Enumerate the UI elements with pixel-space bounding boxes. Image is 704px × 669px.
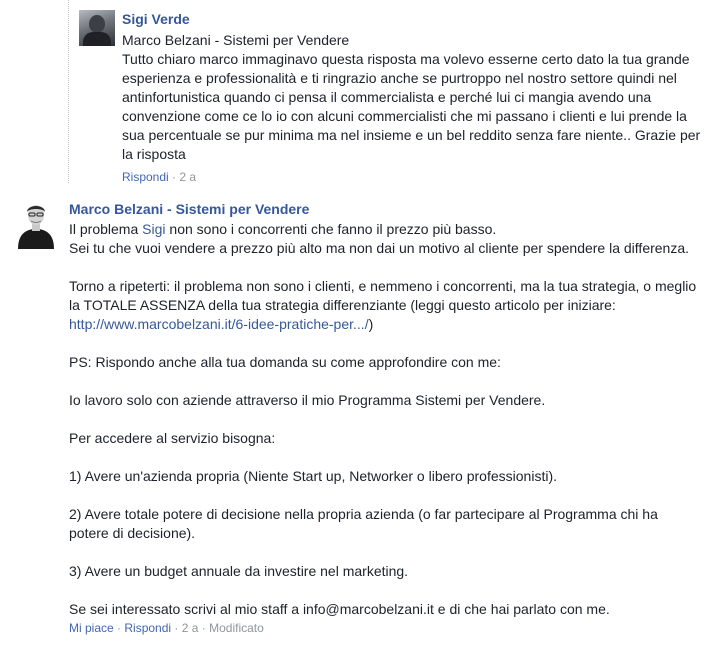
reply-content <box>122 11 702 185</box>
meta-separator: · <box>113 621 125 635</box>
avatar-sigi-verde[interactable] <box>79 10 115 46</box>
like-link[interactable]: Mi piace <box>69 621 114 635</box>
reply-text: Marco Belzani - Sistemi per Vendere Tutto chiaro marco immaginavo questa risposta ma volevo esserne certo dato la tua grande esperienza e professionalità e ti ringrazio anche se purtroppo nel nostro settore quindi nel antinfortunistica quando ci pensa il commercialista e perché lui ci mangia avendo una convenzione come ce lo io con alcuni commercialisti che mi passano i clienti e lui prende la sua percentuale se pur minima ma nel insieme e un bel reddito senza fare niente.. Grazie per la risposta <box>122 32 701 162</box>
comment-text-part: non sono i concorrenti che fanno il prezzo più basso. Sei tu che vuoi vendere a prezzo più alto ma non dai un motivo al cliente per spendere la differenza. Torno a ripeterti: il problema non sono i clienti, e nemmeno i concorrenti, ma la tua strategia, o meglio la TOTALE ASSENZA della tua strategia differenziante (leggi questo articolo per iniziare: <box>69 221 697 313</box>
comment-meta <box>69 620 699 636</box>
reply-author[interactable]: Sigi Verde <box>122 11 190 27</box>
avatar-head <box>89 15 105 33</box>
reply-timestamp[interactable]: 2 a <box>179 170 197 184</box>
meta-separator: · <box>198 621 210 635</box>
comment-text-part: ) PS: Rispondo anche alla tua domanda su come approfondire con me: Io lavoro solo con aziende attraverso il mio Programma Sistemi per Vendere. Per accedere al servizio bisogna: 1) Avere un'azienda propria (Niente Start up, Networker o libero professionisti). 2) Avere totale potere di decisione nella propria azienda (o far partecipare al Programma chi ha potere di decisione). 3) Avere un budget annuale da investire nel marketing. Se sei interessato scrivi al mio staff a info@marcobelzani.it e di che hai parlato con me. <box>69 316 658 617</box>
comment-rispondi-link[interactable]: Rispondi <box>124 621 172 635</box>
reply-meta <box>122 169 702 185</box>
comment-content <box>69 201 699 636</box>
meta-separator: · <box>171 621 182 635</box>
comment-timestamp[interactable]: 2 a <box>181 621 199 635</box>
mention-sigi[interactable]: Sigi <box>142 221 166 237</box>
edited-label[interactable]: Modificato <box>209 621 264 635</box>
comment-author[interactable]: Marco Belzani - Sistemi per Vendere <box>69 201 310 217</box>
avatar-body <box>83 32 111 46</box>
comment-text-part: Il problema <box>69 221 143 237</box>
comment-text <box>69 220 699 619</box>
person-icon <box>14 199 58 249</box>
meta-separator: · <box>168 170 180 184</box>
avatar-marco-belzani[interactable] <box>14 199 58 249</box>
article-link[interactable]: http://www.marcobelzani.it/6-idee-pratiche-per.../ <box>69 316 369 332</box>
reply-rispondi-link[interactable]: Rispondi <box>122 170 169 184</box>
thread-connector <box>68 0 70 183</box>
